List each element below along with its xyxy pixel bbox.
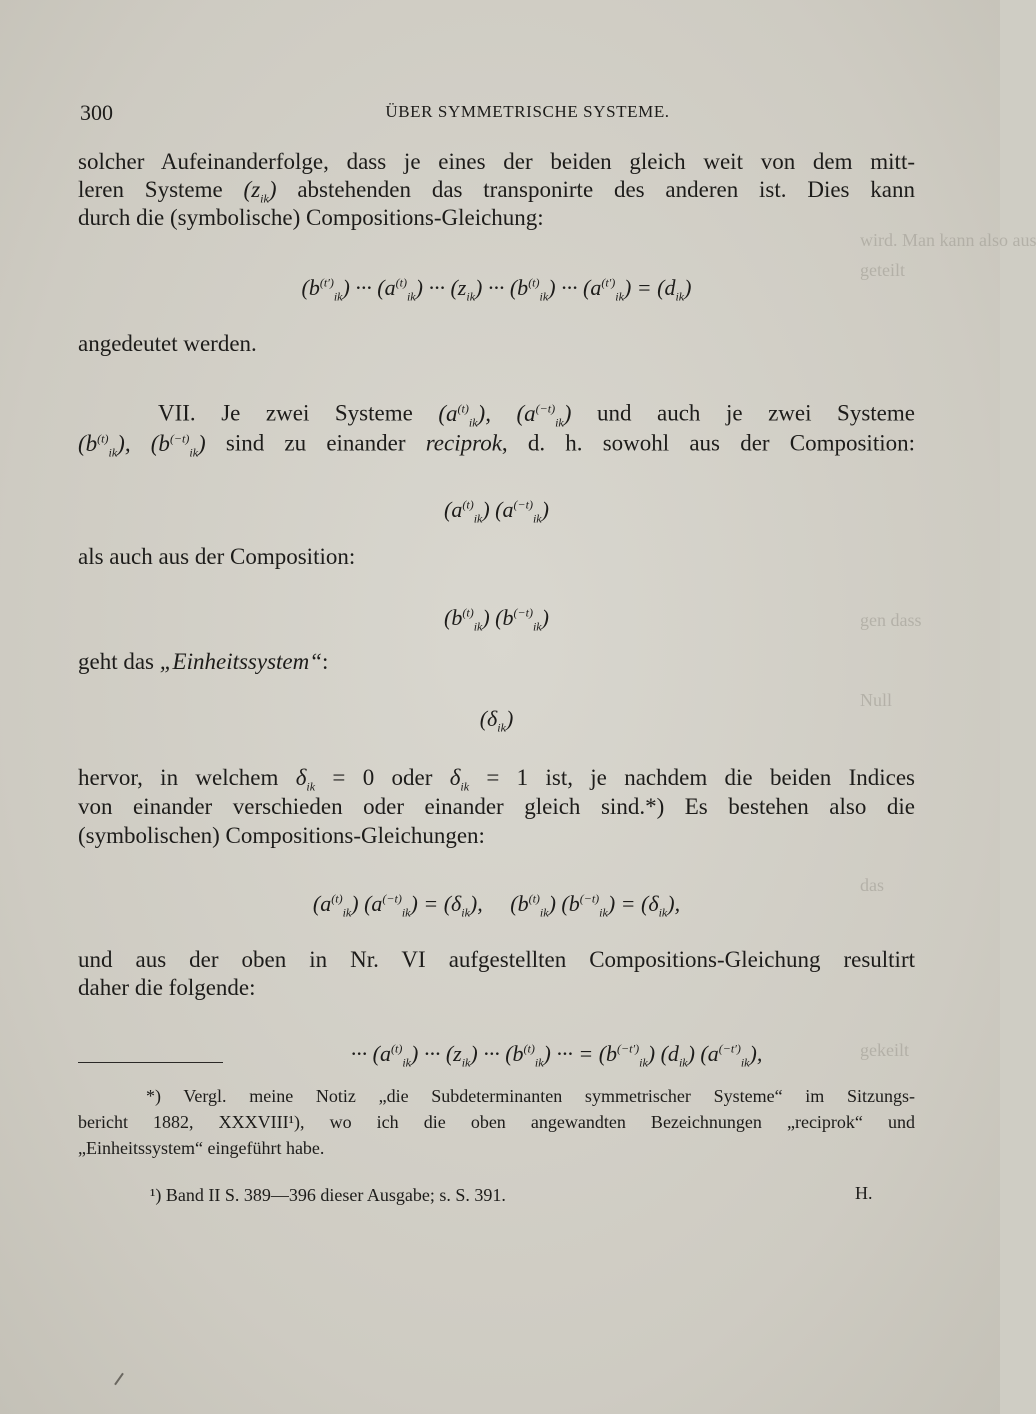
text-line: von einander verschieden oder einander gleich sind.*) Es bestehen also die [78, 794, 915, 819]
footnote-rule [78, 1062, 223, 1063]
bleed-through: das [860, 875, 884, 895]
text-line: (symbolischen) Compositions-Gleichungen: [78, 823, 485, 848]
scan-mark [114, 1373, 124, 1386]
text-line: angedeutet werden. [78, 331, 257, 356]
footnote-line: ¹) Band II S. 389—396 dieser Ausgabe; s. S. 391. [150, 1185, 506, 1205]
editor-mark: H. [855, 1183, 873, 1203]
footnote-line: „Einheitssystem“ eingeführt habe. [78, 1138, 325, 1158]
bleed-through: gen dass [860, 610, 922, 630]
text-line: und aus der oben in Nr. VI aufgestellten Compositions-Gleichung resultirt [78, 947, 915, 972]
bleed-through: geteilt [860, 260, 905, 280]
text-line: hervor, in welchem $\delta_{ik} = 0$ oder $\delta_{ik} = 1$ ist, je nachdem die beiden Indices [78, 765, 916, 794]
footnote-line: *) Vergl. meine Notiz „die Subdeterminanten symmetrischer Systeme“ im Sitzungs- [146, 1086, 915, 1106]
text-line: als auch aus der Composition: [78, 544, 356, 569]
text-line: VII. Je zwei Systeme $(a^{(t)}_{ik})$, $(a^{(-t)}_{ik})$ und auch je zwei Systeme [158, 400, 915, 430]
footnote-line: bericht 1882, XXXVIII¹), wo ich die oben angewandten Bezeichnungen „reciprok“ und [78, 1112, 915, 1132]
text-line: $(b^{(t)}_{ik})$, $(b^{(-t)}_{ik})$ sind zu einander reciprok, d. h. sowohl aus der Composition: [78, 430, 915, 460]
text-line: daher die folgende: [78, 975, 256, 1000]
text-line: durch die (symbolische) Compositions-Gleichung: [78, 205, 544, 230]
text-line: leren Systeme $(z_{ik})$ abstehenden das transponirte des anderen ist. Dies kann [78, 177, 916, 206]
equation: $(b^{(t)}_{ik})$ $(b^{(-t)}_{ik})$ [444, 605, 549, 634]
equation: $(a^{(t)}_{ik})$ $(a^{(-t)}_{ik})$ [444, 497, 549, 526]
bleed-through: Null [860, 690, 893, 710]
equation: ··· $(a^{(t)}_{ik})$ ··· $(z_{ik})$ ··· $(b^{(t)}_{ik})$ ··· = $(b^{(-t')}_{ik})$ $(d_{ik})$ $(a^{(-t')}_{ik})$, [350, 1041, 763, 1070]
bleed-through: wird. Man kann also aus [860, 230, 1036, 250]
text-line: geht das „Einheitssystem“: [78, 649, 329, 674]
equation: $(\delta_{ik})$ [479, 706, 514, 735]
page-number: 300 [80, 100, 113, 125]
equation: $(a^{(t)}_{ik}) (a^{(-t)}_{ik}) = (\delta_{ik})$, $(b^{(t)}_{ik}) (b^{(-t)}_{ik}) = (\delta_{ik})$, [312, 891, 681, 920]
bleed-through: gekeilt [860, 1040, 909, 1060]
running-title: ÜBER SYMMETRISCHE SYSTEME. [385, 102, 670, 121]
page-header [80, 100, 915, 130]
text-line: solcher Aufeinanderfolge, dass je eines der beiden gleich weit von dem mitt- [78, 149, 915, 174]
equation: $(b^{(t')}_{ik})$ ··· $(a^{(t)}_{ik})$ ··· $(z_{ik})$ ··· $(b^{(t)}_{ik})$ ··· $(a^{(t')}_{ik}) = (d_{ik})$ [301, 275, 692, 304]
